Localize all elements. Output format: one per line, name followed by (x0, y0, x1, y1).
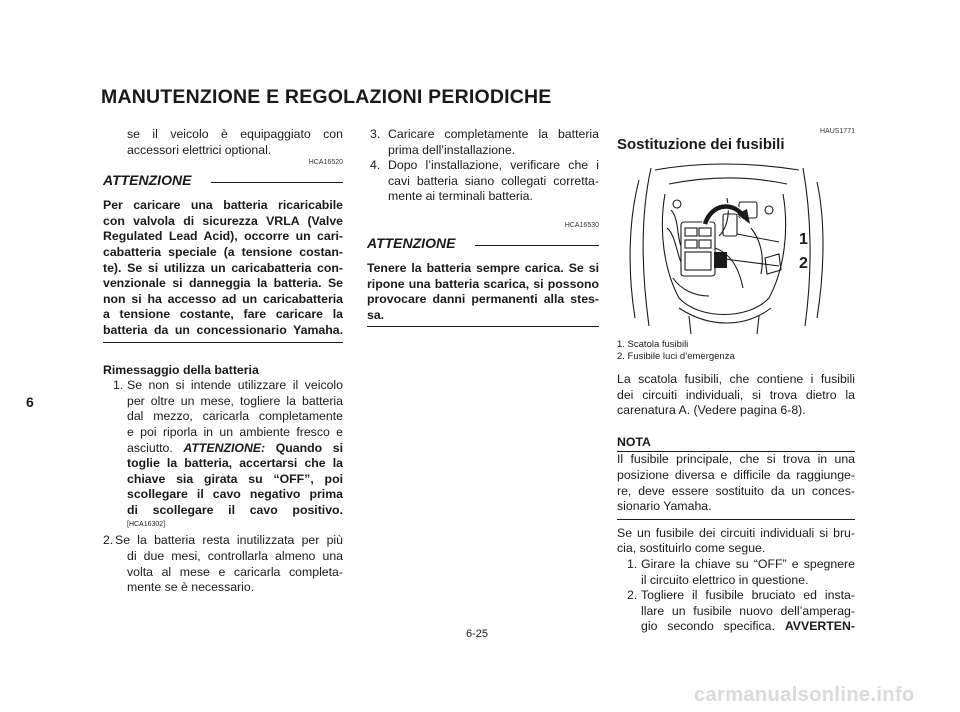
nota-text (617, 452, 855, 514)
item3-line-2: prima dell’installazione. (388, 142, 516, 157)
nota-heading: NOTA (617, 435, 855, 453)
list-item-2-number: 2. (103, 533, 114, 548)
item1-attention-inline: ATTENZIONE: (183, 440, 266, 455)
warning-heading-rule (211, 182, 343, 183)
warning2-heading-rule (475, 245, 599, 246)
intro-line-2: accessori elettrici optional. (127, 142, 272, 157)
nota-line-2: posizione diversa e difficile da raggiunge- (617, 467, 855, 482)
code-haus1771: HAUS1771 (819, 128, 855, 135)
warning2-line-1: Tenere la batteria sempre carica. Se si (367, 260, 599, 275)
nota-line-3: re, deve essere sostituito da un conces- (617, 483, 855, 498)
warning2-line-4: sa. (367, 307, 385, 322)
step2-line-3 (641, 619, 855, 635)
para1-line-1: La scatola fusibili, che contiene i fusibili (617, 372, 855, 386)
warning2-line-3: provocare danni permanenti alla stes- (367, 292, 599, 307)
caption-1: 1. Scatola fusibili (617, 339, 689, 350)
item2-line-2: di due mesi, controllarla almeno una (127, 549, 343, 564)
item1-line-5 (127, 441, 343, 457)
warning-line-6: venzionale si danneggia la batteria. Se (103, 276, 343, 291)
warning-line-9: batteria da un concessionario Yamaha. (103, 322, 343, 337)
figure-captions (617, 339, 855, 362)
warning-line-5: te). Se si utilizza un caricabatteria con- (103, 260, 343, 275)
column-right (617, 127, 855, 635)
column-left (103, 127, 343, 596)
page-header-title: MANUTENZIONE E REGOLAZIONI PERIODICHE (101, 86, 552, 108)
paragraph-1 (617, 372, 855, 419)
item2-line-1: Se la batteria resta inutilizzata per più (115, 533, 343, 548)
warning-text (103, 198, 343, 338)
item4-line-1: Dopo l’installazione, verificare che i (388, 158, 599, 173)
warning-label: ATTENZIONE (103, 173, 197, 189)
storage-title: Rimessaggio della batteria (103, 362, 259, 377)
warning-line-3: Regulated Lead Acid), occorre un cari- (103, 229, 343, 244)
step2-line-1: Togliere il fusibile bruciato ed insta- (641, 588, 855, 603)
warning2-end-rule (367, 326, 599, 327)
list-item-3-number: 3. (370, 127, 381, 141)
warning-line-2: con valvola di sicurezza VRLA (Valve (103, 213, 343, 228)
callout-1: 1 (799, 231, 808, 248)
item2-line-3: volta al mese e caricarla completa- (127, 564, 343, 579)
list-item-4-number: 4. (370, 158, 381, 173)
para1-line-2: dei circuiti individuali, si trova dietro la (617, 387, 855, 402)
column-middle (367, 127, 599, 327)
item4-line-2: cavi batteria siano collegati corretta- (388, 173, 599, 188)
item1-asciutto: asciutto. (127, 440, 184, 455)
item1-bold-line-2: chiave sia girata su “OFF”, poi (127, 471, 343, 486)
step-2 (617, 588, 855, 635)
item1-bold-line-4: di scollegare il cavo positivo. (127, 502, 343, 517)
warning-end-rule (103, 342, 343, 343)
item1-line-2: per oltre un mese, togliere la batteria (127, 393, 343, 408)
item1-code: [HCA16302] (127, 521, 166, 529)
step-1 (617, 557, 855, 588)
warning-line-7: non si ha accesso ad un caricabatteria (103, 291, 343, 306)
warning-line-8: a tensione costante, fare caricare la (103, 307, 343, 322)
warning2-text (367, 261, 599, 323)
item1-bold-line-3: scollegare il cavo negativo prima (127, 487, 343, 502)
step2-last-plain: gio secondo specifica. (641, 619, 785, 634)
caption-2: 2. Fusibile luci d’emergenza (617, 350, 735, 362)
list-item-3 (367, 127, 599, 158)
item1-line-3: dal mezzo, caricarla completamente (127, 409, 343, 424)
paragraph-2 (617, 526, 855, 557)
warning-line-1: Per caricare una batteria ricaricabile (103, 198, 343, 213)
step2-last-bold: AVVERTEN- (784, 619, 855, 634)
step-1-number: 1. (627, 556, 638, 571)
fuse-box-drawing (619, 158, 829, 336)
nota-line-1: Il fusibile principale, che si trova in una (617, 452, 855, 467)
warning2-line-2: ripone una batteria scarica, si possono (367, 276, 599, 291)
section-title: Sostituzione dei fusibili (617, 136, 785, 153)
warning2-label: ATTENZIONE (367, 236, 461, 252)
list-item-1-number: 1. (113, 378, 124, 393)
code-hca16520: HCA16520 (308, 159, 343, 167)
list-item-2 (103, 533, 343, 595)
step2-line-2: llare un fusibile nuovo dell’amperag- (641, 603, 855, 618)
item1-line-4: e poi riporla in un ambiente fresco e (127, 424, 343, 439)
item1-line-1: Se non si intende utilizzare il veicolo (127, 378, 343, 393)
para2-line-1: Se un fusibile dei circuiti individuali si bru- (617, 525, 855, 540)
item2-line-4: mente se è necessario. (127, 580, 255, 595)
nota-line-4: sionario Yamaha. (617, 499, 712, 514)
para2-line-2: cia, sostituirlo come segue. (617, 541, 766, 556)
list-item-1 (103, 378, 343, 532)
chapter-tab-number: 6 (26, 394, 34, 410)
para1-line-3: carenatura A. (Vedere pagina 6-8). (617, 403, 806, 418)
item3-line-1: Caricare completamente la batteria (388, 127, 599, 141)
item4-line-3: mente ai terminali batteria. (388, 189, 533, 204)
item1-bold-start: Quando si (265, 440, 343, 455)
intro-line-1: se il veicolo è equipaggiato con (127, 127, 343, 141)
step1-line-1: Girare la chiave su “OFF” e spegnere (641, 556, 855, 571)
item1-bold-line-1: toglie la batteria, accertarsi che la (127, 456, 343, 471)
warning-line-4: cabatteria speciale (a tensione costan- (103, 244, 343, 259)
warning-heading (103, 173, 343, 195)
callout-2: 2 (799, 255, 808, 272)
nota-end-rule (617, 519, 855, 520)
list-item-4 (367, 158, 599, 205)
fuse-box-illustration (619, 158, 829, 336)
page-number: 6-25 (466, 628, 489, 640)
watermark: carmanualsonline.info (694, 684, 915, 706)
step1-line-2: il circuito elettrico in questione. (641, 572, 809, 587)
code-hca16530: HCA16530 (564, 221, 599, 229)
step-2-number: 2. (627, 588, 638, 603)
warning2-heading (367, 236, 599, 258)
